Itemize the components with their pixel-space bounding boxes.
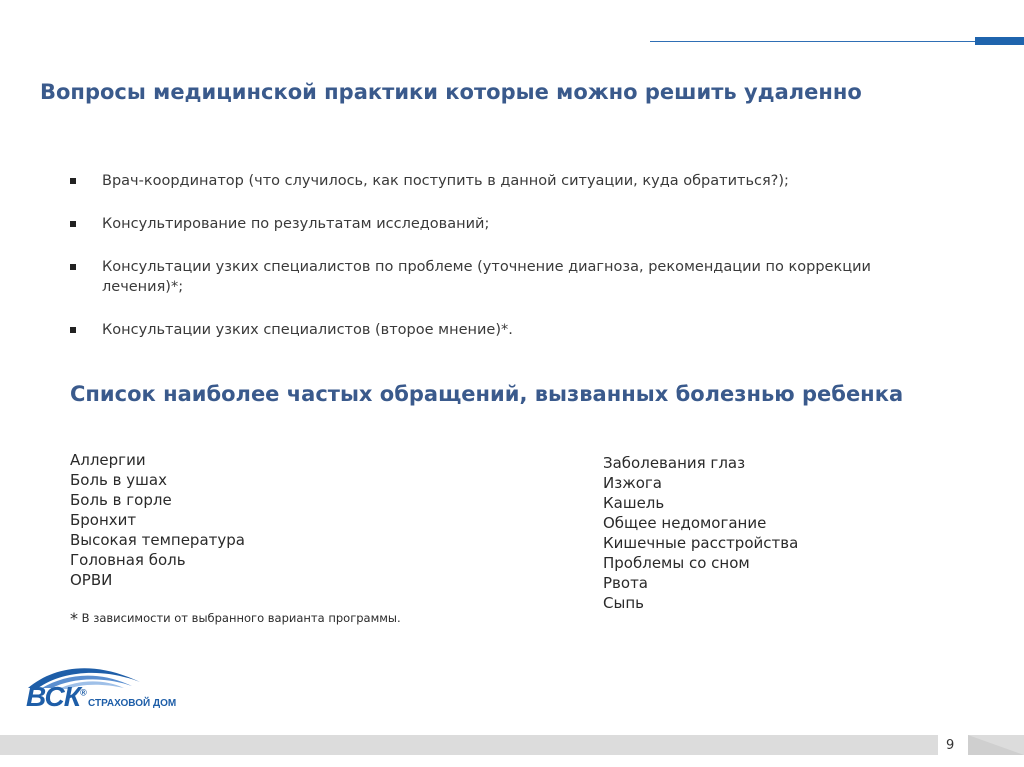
square-bullet-icon — [70, 178, 76, 184]
footer-corner-shape — [968, 735, 1024, 755]
list-item: ОРВИ — [70, 571, 113, 589]
list-item: Кишечные расстройства — [603, 534, 799, 552]
bullet-text: Врач-координатор (что случилось, как поступить в данной ситуации, куда обратиться?); — [102, 173, 789, 189]
bullet-item — [70, 214, 920, 234]
slide-title: Вопросы медицинской практики которые можно решить удаленно — [40, 80, 862, 104]
conditions-list-right — [603, 453, 798, 613]
square-bullet-icon — [70, 264, 76, 270]
footnote — [70, 609, 401, 628]
list-item: Общее недомогание — [603, 514, 767, 532]
bullet-list — [70, 171, 920, 363]
bullet-item — [70, 320, 920, 340]
list-item: Боль в ушах — [70, 471, 167, 489]
logo-brand-text: ВСК® — [26, 681, 86, 712]
header-accent-bar — [975, 37, 1024, 45]
list-item: Заболевания глаз — [603, 454, 746, 472]
footer-bar — [0, 735, 1024, 755]
bullet-text: Консультирование по результатам исследований; — [102, 216, 490, 232]
bullet-item — [70, 171, 920, 191]
registered-mark: ® — [79, 687, 86, 698]
list-item: Проблемы со сном — [603, 554, 750, 572]
footnote-text: В зависимости от выбранного варианта программы. — [81, 611, 401, 625]
bullet-item — [70, 257, 920, 297]
footnote-mark: * — [70, 609, 78, 628]
conditions-list-left — [70, 450, 245, 590]
list-item: Рвота — [603, 574, 648, 592]
list-item: Изжога — [603, 474, 662, 492]
list-item: Бронхит — [70, 511, 137, 529]
square-bullet-icon — [70, 327, 76, 333]
list-item: Высокая температура — [70, 531, 245, 549]
section-subtitle: Список наиболее частых обращений, вызванных болезнью ребенка — [70, 382, 904, 406]
logo-subtitle: СТРАХОВОЙ ДОМ — [88, 698, 177, 709]
list-item: Сыпь — [603, 594, 644, 612]
list-item: Аллергии — [70, 451, 146, 469]
header-rule — [650, 41, 975, 42]
bullet-text: Консультации узких специалистов (второе мнение)*. — [102, 322, 513, 338]
bullet-text: Консультации узких специалистов по проблеме (уточнение диагноза, рекомендации по коррекции лечения)*; — [102, 259, 871, 295]
list-item: Головная боль — [70, 551, 186, 569]
list-item: Боль в горле — [70, 491, 172, 509]
list-item: Кашель — [603, 494, 665, 512]
company-logo — [24, 660, 194, 715]
square-bullet-icon — [70, 221, 76, 227]
page-number: 9 — [946, 738, 955, 753]
